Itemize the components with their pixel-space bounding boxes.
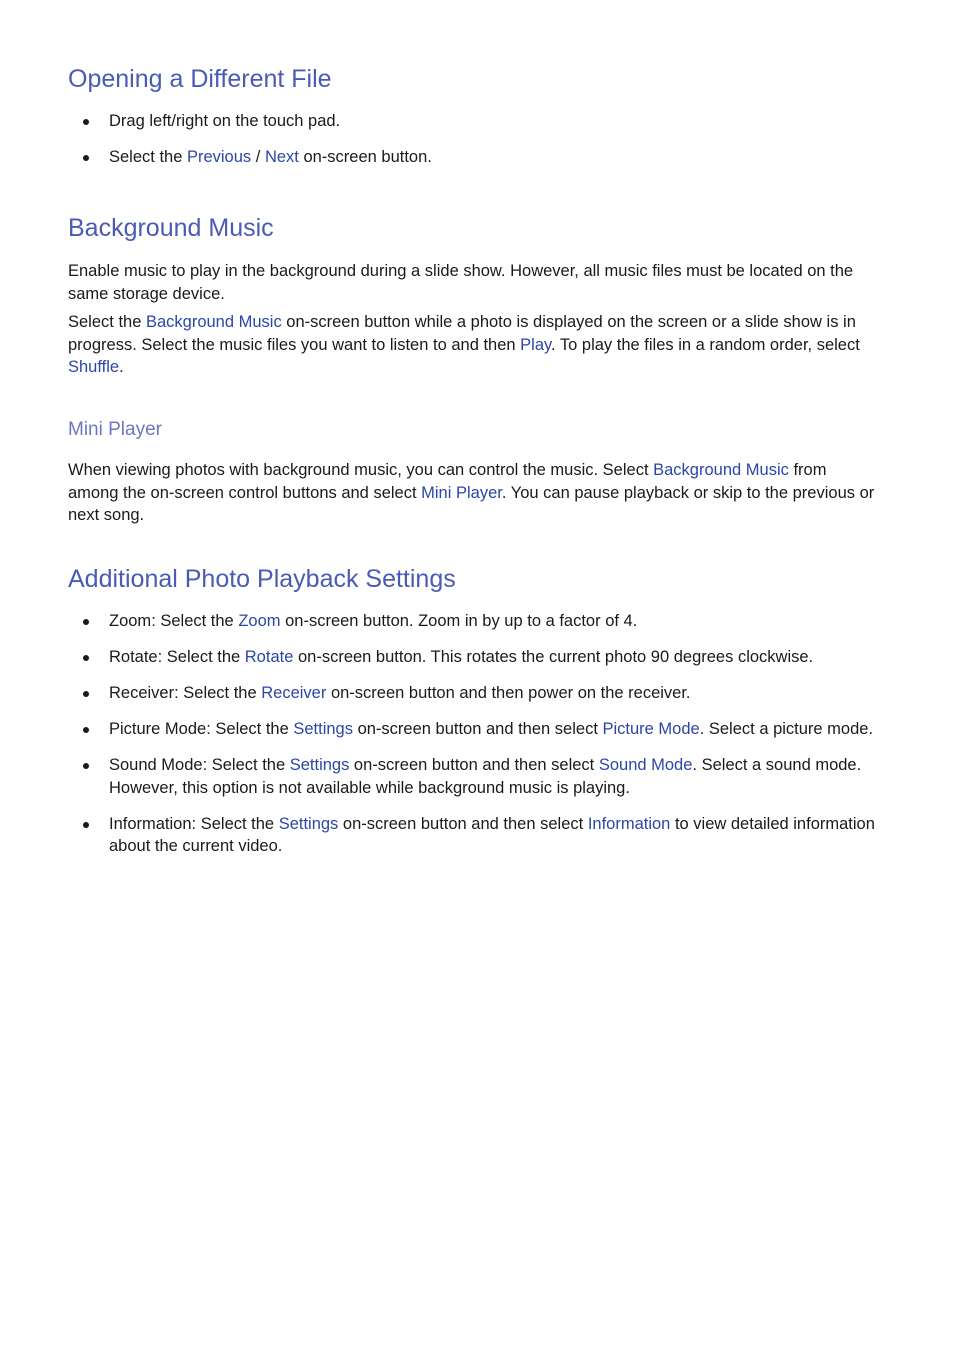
item-text: on-screen button. [298, 148, 432, 166]
para-text: . You can pause playback or skip to the previous or next song. [68, 483, 875, 524]
term-label: Receiver [109, 684, 175, 702]
term-label: Rotate [109, 648, 158, 666]
list-item [68, 110, 880, 133]
item-text: / [251, 148, 265, 166]
item-text: on-screen button. This rotates the current photo 90 degrees clockwise. [293, 648, 814, 666]
para-text: When viewing photos with background music, you can control the music. Select [68, 461, 654, 479]
picture-mode-link[interactable]: Picture Mode [602, 720, 700, 738]
list-item-receiver [68, 682, 880, 705]
term-label: Picture Mode [109, 720, 207, 738]
item-text: on-screen button and then select [349, 756, 599, 774]
information-link[interactable]: Information [587, 814, 671, 833]
item-text: : Select the [151, 612, 239, 630]
settings-link[interactable]: Settings [289, 756, 350, 774]
term-label: Information [109, 814, 192, 833]
item-text: Drag left/right on the touch pad. [109, 112, 341, 130]
item-text: Select the [109, 148, 187, 166]
previous-link[interactable]: Previous [186, 148, 252, 166]
list-item-rotate [68, 646, 880, 669]
settings-link[interactable]: Settings [293, 720, 353, 738]
term-label: Sound Mode [109, 756, 203, 774]
heading-mini-player: Mini Player [68, 419, 162, 440]
item-text: : Select the [202, 756, 290, 774]
item-text: to view detailed information about the current video. [109, 814, 875, 855]
item-text: on-screen button. Zoom in by up to a factor of 4. [280, 612, 638, 630]
heading-opening-file: Opening a Different File [68, 65, 332, 93]
settings-link[interactable]: Settings [278, 814, 339, 833]
heading-additional-settings: Additional Photo Playback Settings [68, 565, 456, 593]
list-item [68, 146, 880, 169]
item-text: : Select the [191, 814, 279, 833]
rotate-link[interactable]: Rotate [244, 648, 294, 666]
sound-mode-link[interactable]: Sound Mode [598, 756, 693, 774]
background-music-para1: Enable music to play in the background during a slide show. However, all music files must be located on the same storage device. [68, 262, 854, 303]
opening-list [68, 110, 880, 169]
item-text: on-screen button and then select [352, 720, 603, 738]
para-text: on-screen button while a photo is displayed on the screen or a slide show is in progress. Select the music files you want to listen to and then [68, 313, 856, 354]
item-text: : Select the [206, 720, 294, 738]
shuffle-link[interactable]: Shuffle [68, 358, 120, 376]
next-link[interactable]: Next [264, 148, 299, 166]
list-item-information [68, 813, 880, 858]
list-item-zoom [68, 610, 880, 633]
item-text: on-screen button and then power on the receiver. [326, 684, 691, 702]
mini-player-para [68, 459, 880, 527]
item-text: : Select the [157, 648, 245, 666]
receiver-link[interactable]: Receiver [261, 684, 327, 702]
mini-player-link[interactable]: Mini Player [421, 483, 502, 502]
additional-settings-list [68, 610, 880, 858]
heading-background-music: Background Music [68, 214, 274, 242]
item-text: . Select a sound mode. However, this option is not available while background music is playing. [109, 756, 862, 797]
play-link[interactable]: Play [520, 335, 552, 354]
zoom-link[interactable]: Zoom [238, 612, 281, 630]
para-text: . [119, 358, 124, 376]
background-music-para2 [68, 311, 880, 379]
background-music-link[interactable]: Background Music [145, 313, 282, 331]
item-text: . Select a picture mode. [699, 720, 874, 738]
item-text: : Select the [174, 684, 262, 702]
term-label: Zoom [109, 612, 152, 630]
item-text: on-screen button and then select [338, 814, 588, 833]
para-text: from among the on-screen control buttons and select [68, 461, 827, 502]
background-music-link[interactable]: Background Music [653, 461, 789, 479]
para-text: . To play the files in a random order, select [551, 335, 860, 354]
list-item-sound-mode [68, 754, 880, 799]
list-item-picture-mode [68, 718, 880, 741]
para-text: Select the [68, 313, 146, 331]
